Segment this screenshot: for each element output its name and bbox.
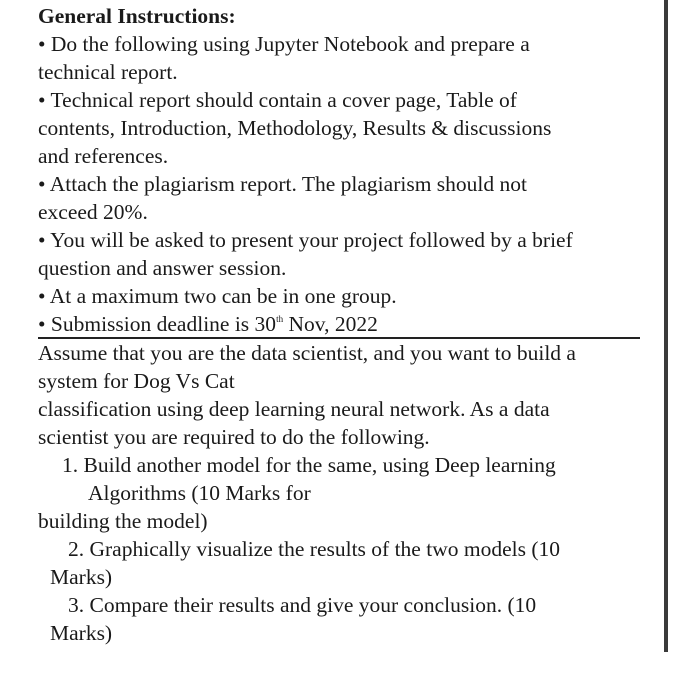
task-item-1-line-1: 1. Build another model for the same, using Deep learning (62, 453, 556, 477)
instruction-6-line-1 (38, 310, 658, 338)
general-instructions-section (38, 2, 658, 338)
task-item-3-line-1: 3. Compare their results and give your conclusion. (10 (68, 593, 537, 617)
task-item-1-line-2: Algorithms (10 Marks for (88, 481, 311, 505)
instruction-2-line-3: and references. (38, 144, 169, 168)
task-item-2-line-2: Marks) (50, 565, 113, 589)
task-item-3-line-2: Marks) (50, 621, 113, 645)
task-section (38, 339, 658, 647)
deadline-date: Nov, 2022 (283, 312, 378, 336)
instruction-2-line-2: contents, Introduction, Methodology, Results & discussions (38, 116, 552, 140)
deadline-ordinal-suffix: th (276, 314, 284, 324)
task-paragraph-1-line-2: system for Dog Vs Cat (38, 369, 235, 393)
right-margin-rule (664, 0, 668, 652)
deadline-prefix: • Submission deadline is 30 (38, 312, 277, 336)
instruction-3-line-2: exceed 20%. (38, 200, 148, 224)
task-paragraph-2-line-1: classification using deep learning neural network. As a data (38, 397, 550, 421)
task-item-1-line-3: building the model) (38, 509, 208, 533)
section-heading: General Instructions: (38, 4, 236, 28)
task-item-2-line-1: 2. Graphically visualize the results of the two models (10 (68, 537, 560, 561)
instruction-2-line-1: • Technical report should contain a cover page, Table of (38, 88, 517, 112)
instruction-4-line-2: question and answer session. (38, 256, 287, 280)
instruction-3-line-1: • Attach the plagiarism report. The plagiarism should not (38, 172, 527, 196)
instruction-5-line-1: • At a maximum two can be in one group. (38, 284, 397, 308)
task-paragraph-1-line-1: Assume that you are the data scientist, and you want to build a (38, 341, 576, 365)
instruction-4-line-1: • You will be asked to present your project followed by a brief (38, 228, 573, 252)
instruction-1-line-1: • Do the following using Jupyter Notebook and prepare a (38, 32, 530, 56)
task-paragraph-2-line-2: scientist you are required to do the following. (38, 425, 430, 449)
instruction-1-line-2: technical report. (38, 60, 178, 84)
